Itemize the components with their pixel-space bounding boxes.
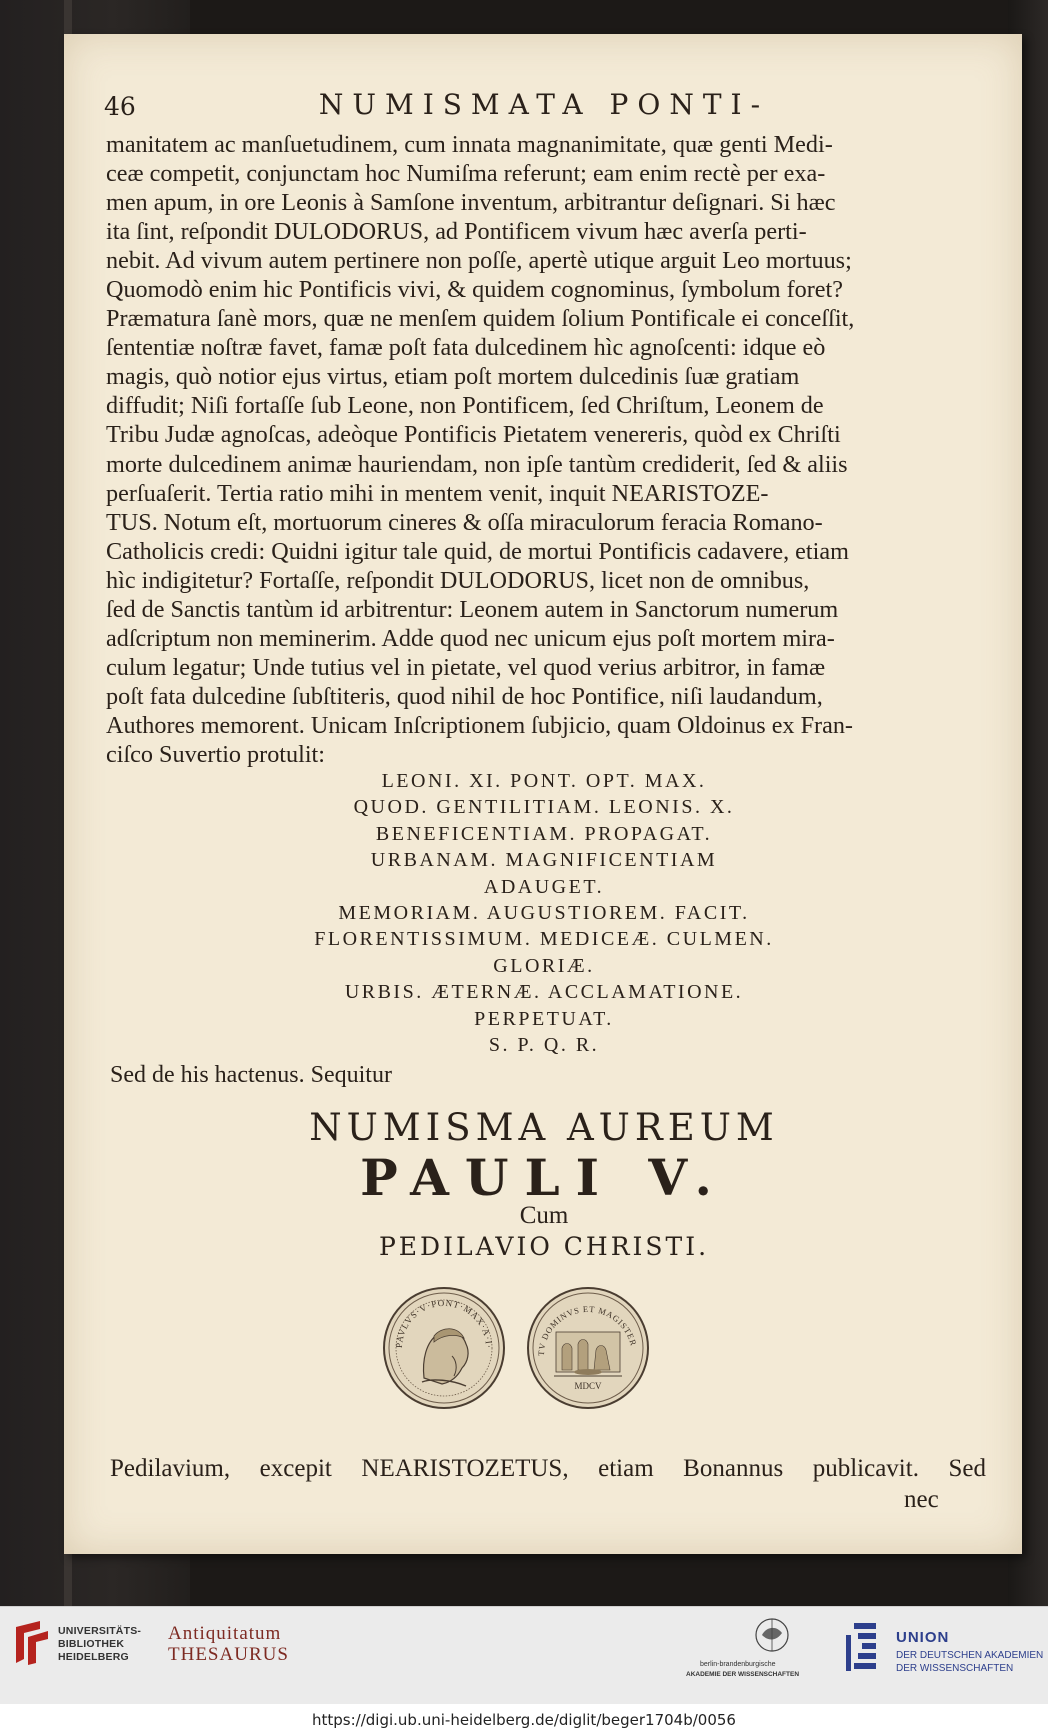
inscription-line: ADAUGET. (483, 875, 605, 898)
union-subtitle-line: DER DEUTSCHEN AKADEMIEN (896, 1650, 1044, 1661)
coin-obverse-image (382, 1286, 506, 1410)
union-title: UNION (896, 1629, 950, 1646)
inscription-line: URBANAM. MAGNIFICENTIAM (370, 849, 718, 872)
antiquitatum-label: Antiquitatum (168, 1623, 282, 1644)
text-line: morte dulcedinem animæ hauriendam, non ipſe tantùm crediderit, ſed & aliis (106, 450, 848, 478)
text-line: ciſco Suvertio protulit: (106, 740, 325, 768)
text-line: nebit. Ad vivum autem pertinere non poſſe, apertè utique arguit Leo mortuus; (106, 247, 852, 275)
inscription-line: QUOD. GENTILITIAM. LEONIS. X. (353, 796, 735, 819)
inscription-line: URBIS. ÆTERNÆ. ACCLAMATIONE. (344, 981, 744, 1004)
running-head-title: NUMISMATA PONTI- (318, 88, 770, 121)
page-number: 46 (104, 92, 136, 121)
text-line: manitatem ac manſuetudinem, cum innata magnanimitate, quæ genti Medi- (106, 131, 833, 158)
coin-heading-line1: NUMISMA AUREUM (309, 1106, 779, 1149)
text-line: TUS. Notum eſt, mortuorum cineres & oſſa miraculorum feracia Romano- (106, 508, 823, 536)
coin-reverse-date: MDCV (574, 1381, 602, 1391)
coin-reverse-legend: TV DOMINVS ET MAGISTER (535, 1303, 639, 1357)
coin-heading-line2: PAULI V. (360, 1148, 728, 1207)
inscription-line: S. P. Q. R. (488, 1034, 600, 1057)
text-line: Authores memorent. Unicam Inſcriptionem ſubjicio, quam Oldoinus ex Fran- (106, 711, 853, 739)
text-line: adſcriptum non meminerim. Adde quod nec unicum ejus poſt mortem mira- (106, 624, 835, 652)
heidelberg-university-logo-icon[interactable] (12, 1619, 52, 1667)
bbaw-label-line1: berlin-brandenburgische (700, 1661, 776, 1668)
university-library-label[interactable] (58, 1625, 141, 1664)
text-line: magis, quò notior ejus virtus, etiam poſt mortem dulcedinis ſuæ gratiam (106, 363, 800, 391)
running-head (104, 88, 984, 128)
union-subtitle (896, 1649, 1043, 1675)
bottom-text-line: Pedilavium, excepit NEARISTOZETUS, etiam Bonannus publicavit. Sed (110, 1455, 986, 1482)
uni-label-line: UNIVERSITÄTS- (58, 1625, 142, 1637)
bbaw-logo-icon[interactable] (676, 1613, 816, 1693)
inscription-line: FLORENTISSIMUM. MEDICEÆ. CULMEN. (314, 928, 774, 951)
viewer-footer (0, 1606, 1048, 1705)
transition-line: Sed de his hactenus. Sequitur (110, 1062, 392, 1088)
text-line: Præmatura ſanè mors, quæ ne menſem quidem ſolium Pontificale ei conceſſit, (106, 305, 855, 333)
antiquitatum-thesaurus-logo[interactable] (168, 1623, 289, 1665)
text-line: Catholicis credi: Quidni igitur tale quid, de mortui Pontificis cadavere, etiam (106, 537, 849, 565)
text-line: ſed de Sanctis tantùm id arbitrentur: Leonem autem in Sanctorum numerum (106, 595, 839, 623)
inscription-line: BENEFICENTIAM. PROPAGAT. (375, 822, 713, 845)
book-page (64, 34, 1022, 1554)
text-line: diffudit; Niſi fortaſſe ſub Leone, non Pontificem, ſed Chriſtum, Leonem de (106, 392, 824, 420)
body-text (106, 130, 986, 769)
thesaurus-label: THESAURUS (168, 1644, 289, 1665)
text-line: perſuaſerit. Tertia ratio mihi in mentem venit, inquit NEARISTOZE- (106, 479, 769, 507)
catchword: nec (904, 1486, 939, 1513)
bbaw-label-line2: AKADEMIE DER WISSENSCHAFTEN (686, 1671, 800, 1678)
coin-heading-line4: PEDILAVIO CHRISTI. (378, 1232, 710, 1261)
text-line: culum legatur; Unde tutius vel in pietate, vel quod verius arbitror, in famæ (106, 653, 826, 681)
text-line: Tribu Judæ agnoſcas, adeòque Pontificis Pietatem venereris, quòd ex Chriſti (106, 421, 841, 449)
union-subtitle-line: DER WISSENSCHAFTEN (896, 1663, 1014, 1674)
page-url[interactable]: https://digi.ub.uni-heidelberg.de/diglit/beger1704b/0056 (0, 1704, 1048, 1736)
text-line: poſt fata dulcedine ſubſtiteris, quod nihil de hoc Pontifice, niſi laudandum, (106, 682, 823, 710)
text-line: ceæ competit, conjunctam hoc Numiſma referunt; eam enim rectè per exa- (106, 160, 826, 188)
text-line: Quomodò enim hic Pontificis vivi, & quidem cognominus, ſymbolum foret? (106, 276, 843, 304)
text-line: hìc indigitetur? Fortaſſe, reſpondit DULODORUS, licet non de omnibus, (106, 566, 810, 594)
coin-reverse-image (526, 1286, 650, 1410)
inscription-line: LEONI. XI. PONT. OPT. MAX. (381, 770, 707, 792)
coin-obverse-legend: PAVLVS·V·PONT·MAX·A·I· (393, 1297, 495, 1350)
uni-label-line: BIBLIOTHEK (58, 1638, 125, 1650)
text-line: ſententiæ noſtræ favet, famæ poſt fata dulcedinem hìc agnoſcenti: idque eò (106, 334, 826, 362)
uni-label-line: HEIDELBERG (58, 1651, 129, 1663)
inscription-line: PERPETUAT. (474, 1007, 614, 1030)
coin-heading-line3: Cum (519, 1202, 569, 1229)
inscription-block (104, 768, 984, 1058)
inscription-line: GLORIÆ. (493, 954, 595, 977)
inscription-line: MEMORIAM. AUGUSTIOREM. FACIT. (338, 902, 750, 925)
text-line: ita ſint, reſpondit DULODORUS, ad Pontificem vivum hæc averſa perti- (106, 218, 807, 246)
union-academies-logo-icon[interactable] (844, 1621, 878, 1673)
text-line: men apum, in ore Leonis à Samſone inventum, arbitrantur deſignari. Si hæc (106, 189, 836, 217)
